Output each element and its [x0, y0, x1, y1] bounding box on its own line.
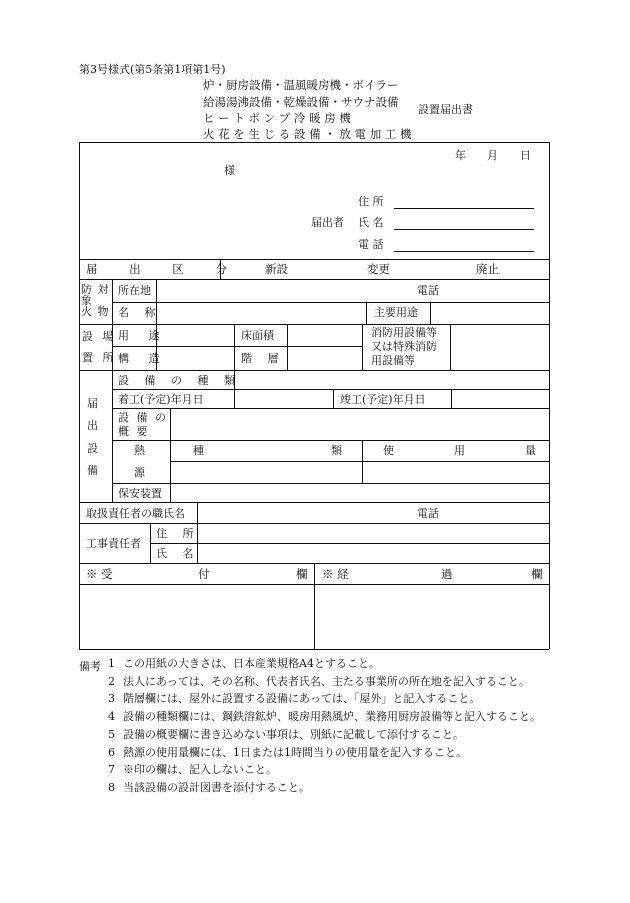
- hline-kubun-top: [79, 259, 549, 260]
- hline-heat-2: [112, 483, 549, 484]
- equipment-outline-label: 設 備 の 概 要: [118, 411, 168, 438]
- heat-source-label-1: 熱: [134, 444, 145, 457]
- kubun-change[interactable]: 変更: [367, 262, 390, 276]
- vline-completion-l: [333, 389, 334, 408]
- equipment-label-1: 届: [87, 397, 98, 410]
- form-number: 第3号様式(第5条第1項第1号): [79, 63, 226, 76]
- construction-name-label: 氏 名: [156, 547, 200, 560]
- location-label: 所在地: [118, 284, 151, 297]
- vline-constr: [150, 523, 151, 563]
- progress-label: ※ 経: [322, 567, 349, 581]
- note-number: 1: [108, 657, 115, 670]
- fire-equipment-label: 消防用設備等 又は特殊消防 用設備等: [371, 326, 437, 367]
- equipment-label-4: 備: [87, 464, 98, 477]
- note-text: 熱源の使用量欄には、1日または1時間当りの使用量を記入すること。: [123, 745, 467, 759]
- progress-label-3: 欄: [531, 567, 543, 581]
- category-line-2: 給湯湯沸設備・乾燥設備・サウナ設備: [203, 95, 399, 109]
- phone-label: 電 話: [358, 238, 384, 251]
- kubun-label: 届 出 区 分: [86, 262, 241, 276]
- site-label-top: 設 場: [82, 330, 117, 343]
- border-bottom: [79, 649, 549, 650]
- progress-label-2: 過: [441, 567, 453, 581]
- border-left: [79, 142, 80, 649]
- hline-use: [112, 346, 362, 347]
- category-line-3: ヒ ー ト ポ ン プ 冷 暖 房 機: [203, 111, 351, 125]
- construction-address-label: 住 所: [156, 527, 200, 540]
- note-number: 5: [108, 727, 115, 741]
- vline-fire-r: [450, 324, 451, 370]
- notifier-label: 届出者: [311, 216, 344, 229]
- border-right: [549, 142, 550, 649]
- reception-label: ※ 受: [86, 567, 113, 581]
- vline-fire-l: [362, 324, 363, 370]
- kind-label-2: 類: [331, 444, 342, 457]
- note-item: [79, 764, 277, 775]
- vline-floorarea-r: [287, 324, 288, 370]
- start-date-label: 着工(予定)年月日: [118, 393, 204, 406]
- safety-device-label: 保安装置: [118, 487, 162, 500]
- year-label: 年: [455, 149, 466, 162]
- address-field[interactable]: [394, 208, 534, 209]
- category-line-4: 火 花 を 生 じ る 設 備 ・ 放 電 加 工 機: [203, 127, 412, 141]
- hline-constr-mid: [150, 543, 549, 544]
- equipment-type-label: 設 備 の 種 類: [118, 374, 241, 387]
- note-number: 4: [108, 710, 115, 724]
- note-item: [79, 676, 530, 687]
- construction-manager-label: 工事責任者: [86, 537, 141, 550]
- note-item: [79, 658, 380, 669]
- reception-label-3: 欄: [296, 567, 308, 581]
- note-number: 7: [108, 763, 115, 777]
- note-number: 8: [108, 780, 115, 794]
- hline-structure: [79, 370, 549, 371]
- hline-start: [112, 408, 549, 409]
- use-label: 用 途: [118, 329, 168, 342]
- floor-label: 階 層: [241, 352, 285, 365]
- month-label: 月: [487, 149, 498, 162]
- heat-source-label-2: 源: [134, 466, 145, 479]
- hline-kubun-bottom: [79, 279, 549, 280]
- phone-field[interactable]: [394, 251, 534, 252]
- note-item: [79, 711, 541, 722]
- hline-outline: [112, 440, 549, 441]
- kubun-new[interactable]: 新設: [265, 262, 288, 276]
- hline-type: [112, 389, 549, 390]
- note-text: 階層欄には、屋外に設置する設備にあっては、「屋外」と記入すること。: [123, 692, 481, 706]
- reception-label-2: 付: [198, 567, 210, 581]
- structure-label: 構 造: [118, 352, 168, 365]
- note-text: 法人にあっては、その名称、代表者氏名、主たる事業所の所在地を記入すること。: [123, 674, 530, 688]
- document-title: 設置届出書: [418, 103, 473, 116]
- usage-label: 使: [383, 444, 394, 457]
- completion-date-label: 竣工(予定)年月日: [340, 393, 426, 406]
- note-item: [79, 693, 480, 704]
- vline-reception: [314, 563, 315, 649]
- kind-label: 種: [193, 444, 204, 457]
- equipment-label-2: 出: [87, 419, 98, 432]
- note-item: [79, 729, 464, 740]
- vline-mainuse-r: [430, 302, 431, 324]
- vline-outline: [170, 408, 171, 483]
- handler-phone-label: 電話: [417, 507, 439, 520]
- name-label: 氏 名: [358, 216, 384, 229]
- note-item: [79, 782, 310, 793]
- note-number: 3: [108, 692, 115, 706]
- vline-usage: [362, 440, 363, 483]
- object-name-label: 名 称: [118, 306, 162, 319]
- note-text: 設備の概要欄に書き込めない事項は、別紙に記載して添付すること。: [123, 727, 464, 741]
- name-field[interactable]: [394, 229, 534, 230]
- vline-safety: [170, 483, 171, 502]
- vline-floorarea-l: [234, 324, 235, 370]
- day-label: 日: [520, 149, 531, 162]
- note-item: [79, 747, 467, 758]
- kubun-abolish[interactable]: 廃止: [476, 262, 499, 276]
- vline-left-col: [112, 279, 113, 502]
- hline-heat-1: [170, 461, 549, 462]
- floor-area-label: 床面積: [241, 329, 274, 342]
- category-line-1: 炉・厨房設備・温風暖房機・ボイラー: [203, 78, 399, 92]
- note-text: ※印の欄は、記入しないこと。: [123, 763, 277, 777]
- border-top: [79, 142, 549, 143]
- vline-mainuse-l: [366, 302, 367, 324]
- equipment-label-3: 設: [87, 442, 98, 455]
- vline-completion-r: [451, 389, 452, 408]
- hline-location: [112, 302, 549, 303]
- note-number: 2: [108, 674, 115, 688]
- location-phone-label: 電話: [417, 284, 439, 297]
- usage-label-3: 量: [525, 444, 536, 457]
- address-label: 住 所: [358, 195, 384, 208]
- site-label-bottom: 置 所: [82, 351, 117, 364]
- note-text: この用紙の大きさは、日本産業規格A4とすること。: [123, 657, 380, 670]
- notes-label: 備考: [79, 660, 101, 673]
- main-use-label: 主要用途: [374, 306, 418, 319]
- hline-safety: [79, 502, 549, 503]
- note-number: 6: [108, 745, 115, 759]
- hline-name: [79, 324, 549, 325]
- note-text: 当該設備の設計図書を添付すること。: [123, 780, 310, 794]
- note-text: 設備の種類欄には、鋼鉄溶鉱炉、暖房用熱風炉、業務用厨房設備等と記入すること。: [123, 710, 541, 724]
- handler-label: 取扱責任者の職氏名: [86, 507, 185, 520]
- object-label: 防 対 象 火 物: [81, 283, 110, 318]
- usage-label-2: 用: [454, 444, 465, 457]
- addressee-label: 様: [224, 164, 235, 177]
